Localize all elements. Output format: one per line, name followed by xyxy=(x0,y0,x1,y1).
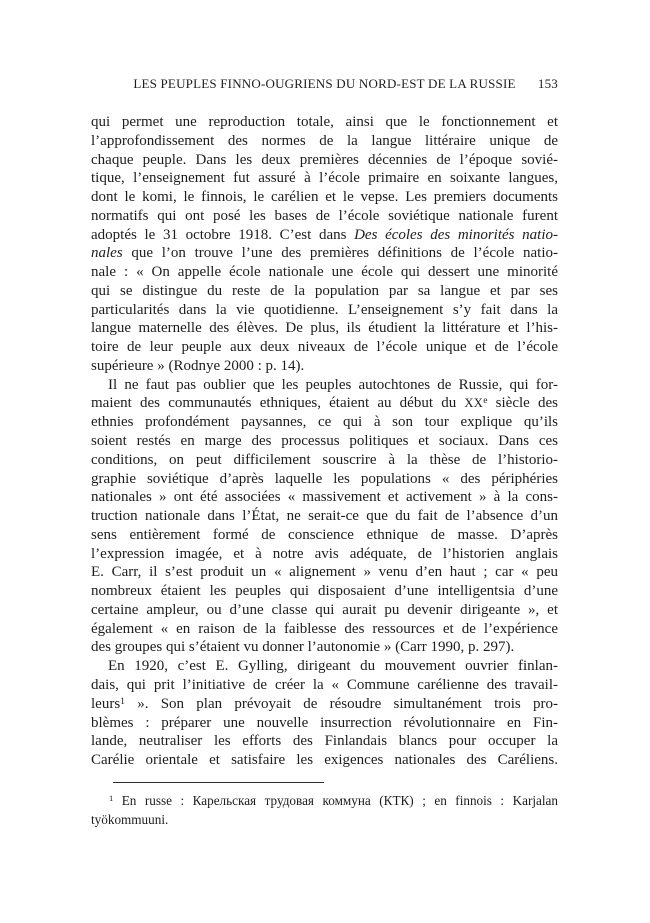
body-text-line: qui permet une reproduction totale, ainsi que le fonctionnement et xyxy=(91,114,558,130)
body-text-line: des groupes qui s’étaient vu donner l’autonomie » (Carr 1990, p. 297). xyxy=(91,639,515,656)
body-text-line: En 1920, c’est E. Gylling, dirigeant du mouvement ouvrier finlan- xyxy=(108,658,558,675)
body-text-line: qui se distingue du reste de la population par sa langue et par ses xyxy=(91,282,558,299)
body-text-line: conditions, on peut difficilement souscrire à la thèse de l’historio- xyxy=(91,451,558,468)
body-text-line: nale : « On appelle école nationale une école qui dessert une minorité xyxy=(91,264,558,281)
body-text-line: ethnies profondément paysannes, ce qui à son tour explique qu’ils xyxy=(91,414,558,431)
body-text-line: également « en raison de la faiblesse des ressources et de l’expérience xyxy=(91,620,558,637)
footnote xyxy=(91,791,558,829)
body-text-line: nales que l’on trouve l’une des premières définitions de l’école natio- xyxy=(91,245,558,262)
body-text-line: Carélie orientale et satisfaire les exigences nationales des Caréliens. xyxy=(91,752,558,769)
footnote-line: $^1$ En russe : Карельская трудовая коммуна (КТК) ; en finnois : Karjalan xyxy=(109,792,558,808)
body-text xyxy=(91,113,558,770)
body-text-line: tique, l’enseignement fut assuré à l’école primaire en soixante langues, xyxy=(91,170,558,187)
body-text-line: lande, neutraliser les efforts des Finlandais blancs pour occuper la xyxy=(91,733,558,750)
body-text-line: graphie soviétique d’après laquelle les populations « des périphéries xyxy=(91,470,558,487)
body-text-line: Il ne faut pas oublier que les peuples autochtones de Russie, qui for- xyxy=(108,376,558,393)
body-text-line: toire de leur peuple aux deux niveaux de l’école unique et de l’école xyxy=(91,339,558,356)
body-text-line: nombreux étaient les peuples qui disposaient d’une intelligentsia d’une xyxy=(91,583,558,600)
body-text-line: certaine ampleur, ou d’une classe qui aurait pu devenir dirigeante », et xyxy=(91,601,558,618)
body-text-line: soient restés en marge des processus politiques et sociaux. Dans ces xyxy=(91,433,558,450)
running-title: LES PEUPLES FINNO-OUGRIENS DU NORD-EST DE LA RUSSIE xyxy=(133,76,516,91)
body-text-line: sens entièrement formé de conscience ethnique de masse. D’après xyxy=(91,526,558,543)
body-text-line: leurs$^1$ ». Son plan prévoyait de résoudre simultanément trois pro- xyxy=(91,695,558,712)
body-text-line: maient des communautés ethniques, étaient au début du XXe siècle des xyxy=(91,395,558,412)
body-text-line: dais, qui prit l’initiative de créer la « Commune carélienne des travail- xyxy=(91,676,558,693)
body-text-line: particularités dans la vie quotidienne. L’enseignement s’y fait dans la xyxy=(91,301,558,318)
footnote-rule xyxy=(113,782,324,783)
page-number: 153 xyxy=(537,76,558,91)
body-text-line: blèmes : préparer une nouvelle insurrection révolutionnaire en Fin- xyxy=(91,714,558,731)
body-text-line: chaque peuple. Dans les deux premières décennies de l’époque sovié- xyxy=(91,151,558,168)
running-header xyxy=(91,76,558,91)
body-text-line: adoptés le 31 octobre 1918. C’est dans Des écoles des minorités natio- xyxy=(91,226,558,243)
body-text-line: langue maternelle des élèves. De plus, ils étudient la littérature et l’his- xyxy=(91,320,558,337)
body-text-line: normatifs qui ont posé les bases de l’école soviétique nationale furent xyxy=(91,207,558,224)
body-text-line: dont le komi, le finnois, le carélien et le vepse. Les premiers documents xyxy=(91,189,558,206)
body-text-line: supérieure » (Rodnye 2000 : p. 14). xyxy=(91,357,305,374)
body-text-line: l’approfondissement des normes de la langue littéraire unique de xyxy=(91,132,558,149)
body-text-line: E. Carr, il s’est produit un « alignement » venu d’en haut ; car « peu xyxy=(91,564,558,581)
body-text-line: l’expression imagée, et à notre avis adéquate, de l’historien anglais xyxy=(91,545,558,562)
footnote-line: työkommuuni. xyxy=(91,811,169,827)
body-text-line: truction nationale dans l’État, ne serait-ce que du fait de l’absence d’un xyxy=(91,508,558,525)
body-text-line: nationales » ont été associées « massivement et activement » à la cons- xyxy=(91,489,558,506)
